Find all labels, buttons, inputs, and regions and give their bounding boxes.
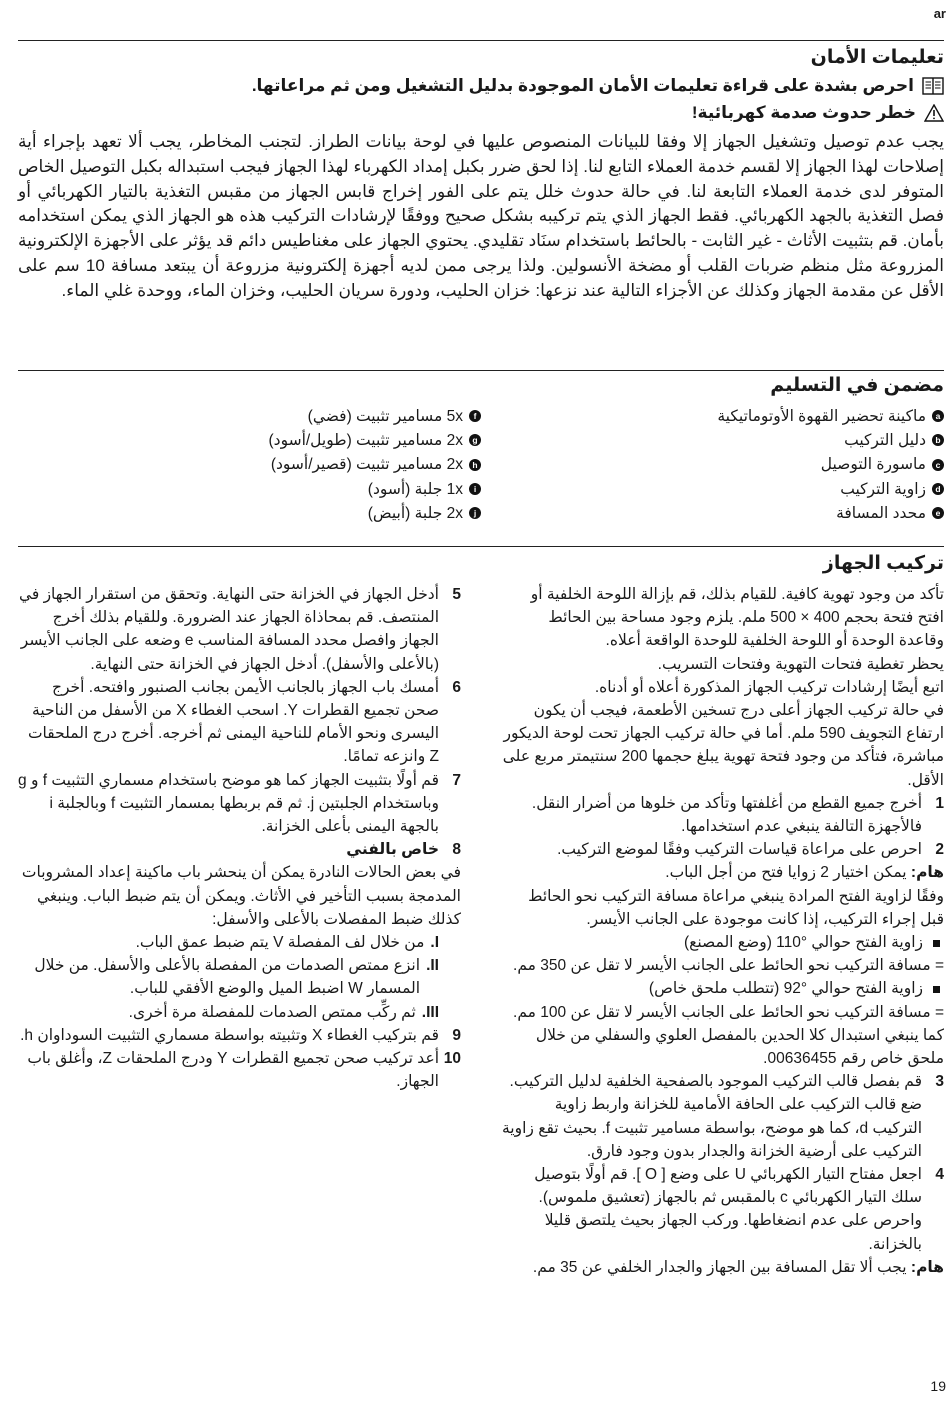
square-bullet <box>933 986 940 993</box>
delivery-section <box>18 374 944 525</box>
install-intro-4: في حالة تركيب الجهاز أعلى درج تسخين الأطعمة، فيجب أن يكون ارتفاع التجويف 590 ملم. أما في حالة تركيب الجهاز تحت لوحة الديكور مباشرة، فتأكد من وجود فتحة تهوية يبلغ حجمها 200 سنتيمتر مربع على الأقل. <box>502 702 944 789</box>
letter-bullet: i <box>469 483 481 495</box>
install-section <box>18 552 944 1279</box>
angle-option-2-distance: = مسافة التركيب نحو الحائط على الجانب الأيسر لا تقل عن 100 مم. <box>513 1003 944 1021</box>
step-text: قم بتركيب الغطاء X وتثبيته بواسطة مسماري التثبيت السوداوان h. <box>20 1026 439 1044</box>
roman-numeral: III. <box>421 1003 439 1021</box>
install-column-right <box>501 583 944 1279</box>
list-item <box>18 477 481 501</box>
angle-intro: وفقًا لزاوية الفتح المرادة ينبغي مراعاة مسافة التركيب نحو الحائط قبل إجراء التركيب، إذا كانت موجودة على الجانب الأيسر. <box>528 887 944 928</box>
delivery-title: مضمن في التسليم <box>770 375 944 396</box>
list-item-text: 2x جلبة (أبيض) <box>367 504 463 522</box>
step-text: قم بفصل قالب التركيب الموجود بالصفحية الخلفية لدليل التركيب. ضع قالب التركيب على الحافة الأمامية للخزانة واربط زاوية التركيب d، كما هو موضح، بواسطة مسامير تثبيت f. بحيث تقع زاوية التركيب على أرضية الخزانة والجدار بدون وجود فارق. <box>502 1073 922 1160</box>
list-item <box>18 404 481 428</box>
step-text: أعد تركيب صحن تجميع القطرات Y ودرج الملحقات Z، وأغلق باب الجهاز. <box>27 1050 439 1091</box>
safety-body: يجب عدم توصيل وتشغيل الجهاز إلا وفقا للبيانات المنصوص عليها في لوحة بيانات الطراز. لتجنب المخاطر، يجب ألا تعهد بإجراء أية إصلاحات لهذا الجهاز إلا لقسم خدمة العملاء التابع لنا. إذا لحق ضرر بكبل إمداد الكهرباء لهذا الجهاز فيجب استبداله بكبل التوصيل الخاص المتوفر لدى خدمة العملاء التابعة لنا. في حالة حدوث خلل يتم على الفور إخراج قابس الجهاز من مقبس التغذية بالتيار الكهربائي أو فصل التغذية بالجهد الكهربائي. فقط الجهاز الذي يتم تركيبه بشكل صحيح ووفقًا لإرشادات التركيب هذه هو الجهاز الذي يمكن استخدامه بأمان. قم بتثبيت الأثاث - غير الثابت - بالحائط باستخدام سنَاد تقليدي. يحتوي الجهاز على مغناطيس دائم قد يؤثر على الأجهزة الإلكترونية المزروعة مثل منظم ضربات القلب أو مضخة الأنسولين. ولذا يرجى ممن لديه أجهزة إلكترونية مزروعة أن يبتعد مسافة 10 سم على الأقل عن مقدمة الجهاز وكذلك عن الأجزاء التالية عند نزعها: خزان الحليب، ودورة سريان الحليب، وخزان الماء، ووحدة غلي الماء. <box>18 132 944 300</box>
step-1-note: فالأجهزة التالفة ينبغي عدم استخدامها. <box>681 818 922 836</box>
step-text: أمسك باب الجهاز بالجانب الأيمن بجانب الصنبور وافتحه. أخرج صحن تجميع القطرات Y. اسحب الغطاء X من الأسفل من الناحية اليسرى ونحو الأمام للناحية اليمنى ثم أخرجه. أخرج درج الملحقات Z وانزعه تمامًا. <box>27 678 439 766</box>
letter-bullet: b <box>932 434 944 446</box>
step-number: 10 <box>443 1050 461 1068</box>
adjust-step-1 <box>18 931 461 954</box>
step-number: 9 <box>452 1026 461 1044</box>
step-number: 7 <box>452 771 461 789</box>
step-10 <box>18 1047 461 1093</box>
warning-heading <box>18 103 944 123</box>
important-note-1 <box>501 861 944 884</box>
step-text: اجعل مفتاح التيار الكهربائي U على وضع [ O ]. قم أولًا بتوصيل سلك التيار الكهربائي c بالمقبس ثم بالجهاز (تعشيق ملموس). واحرص على عدم انضغاطها. وركب الجهاز بحيث يلتصق قليلا بالخزانة. <box>534 1166 922 1253</box>
list-item-text: 1x جلبة (أسود) <box>367 480 463 498</box>
step-text: أخرج جميع القطع من أغلفتها وتأكد من خلوها من أضرار النقل. <box>531 794 922 812</box>
list-item-text: محدد المسافة <box>836 504 926 522</box>
step-number: 8 <box>452 841 461 859</box>
step-6 <box>18 676 461 769</box>
list-item <box>481 428 944 452</box>
letter-bullet: e <box>932 507 944 519</box>
list-item-text: 2x مسامير تثبيت (طويل/أسود) <box>268 431 463 449</box>
step-text: قم أولًا بتثبيت الجهاز كما هو موضح باستخدام مسماري التثبيت f و g وباستخدام الجلبتين j. ثم قم بربطها بمسمار التثبيت f وبالجلبة i بالجهة اليمنى بأعلى الخزانة. <box>18 771 439 836</box>
important-text: يجب ألا تقل المسافة بين الجهاز والجدار الخلفي عن 35 مم. <box>532 1258 907 1276</box>
step-7 <box>18 769 461 839</box>
list-item <box>18 428 481 452</box>
install-rule <box>18 546 944 547</box>
step-8 <box>18 838 461 861</box>
list-item <box>18 501 481 525</box>
list-item <box>481 453 944 477</box>
roman-numeral: I. <box>430 934 439 952</box>
angle-option-1-distance: = مسافة التركيب نحو الحائط على الجانب الأيسر لا تقل عن 350 مم. <box>513 957 944 975</box>
important-label: هام: <box>910 864 944 882</box>
list-item-text: زاوية التركيب <box>840 480 926 498</box>
read-notice <box>18 76 944 96</box>
letter-bullet: c <box>932 459 944 471</box>
list-item-text: 2x مسامير تثبيت (قصير/أسود) <box>270 456 463 474</box>
list-item <box>18 453 481 477</box>
roman-numeral: II. <box>426 957 439 975</box>
step-4 <box>501 1163 944 1256</box>
angle-option-2-note: كما ينبغي استبدال كلا الحدين بالمفصل العلوي والسفلي من خلال ملحق خاص رقم 00636455. <box>535 1026 944 1068</box>
delivery-list-right <box>481 404 944 525</box>
letter-bullet: a <box>932 410 944 422</box>
important-label: هام: <box>910 1258 944 1276</box>
angle-option-1 <box>501 931 944 954</box>
manual-book-icon <box>922 77 944 95</box>
adjust-step-3 <box>18 1001 461 1024</box>
step-8-title: خاص بالفني <box>346 841 439 859</box>
list-item-text: ماسورة التوصيل <box>820 456 926 474</box>
letter-bullet: j <box>469 507 481 519</box>
letter-bullet: f <box>469 410 481 422</box>
read-notice-text: احرص بشدة على قراءة تعليمات الأمان الموجودة بدليل التشغيل ومن ثم مراعاتها. <box>251 76 914 95</box>
list-item-text: دليل التركيب <box>844 431 926 449</box>
step-number: 2 <box>935 841 944 859</box>
install-column-left <box>18 583 461 1279</box>
install-intro-1: تأكد من وجود تهوية كافية. للقيام بذلك، قم بإزالة اللوحة الخلفية أو افتح فتحة بحجم 400 × 500 ملم. يلزم وجود مساحة بين الحائط وقاعدة الوحدة أو اللوحة الخلفية للوحدة الواقعة أعلاه. <box>530 586 944 650</box>
letter-bullet: h <box>469 459 481 471</box>
step-2 <box>501 838 944 861</box>
step-number: 4 <box>935 1166 944 1184</box>
page-number: 19 <box>930 1378 946 1394</box>
important-text: يمكن اختيار 2 زوايا فتح من أجل الباب. <box>665 864 907 882</box>
warning-triangle-icon <box>924 104 944 122</box>
angle-option-text: زاوية الفتح حوالي °110 (وضع المصنع) <box>683 934 923 952</box>
delivery-rule <box>18 370 944 371</box>
important-note-2 <box>501 1256 944 1279</box>
list-item <box>481 477 944 501</box>
step-number: 5 <box>452 586 461 603</box>
step-9 <box>18 1024 461 1047</box>
top-rule <box>18 40 944 41</box>
language-code: ar <box>933 6 946 21</box>
step-text: أدخل الجهاز في الخزانة حتى النهاية. وتحقق من استقرار الجهاز في المنتصف. قم بمحاذاة الجهاز عند الضرورة. وللقيام بذلك أخرج الجهاز وافصل محدد المسافة المناسب e وضعه على الجانب الأيسر (بالأعلى والأسفل). أدخل الجهاز في الخزانة حتى النهاية. <box>18 586 439 673</box>
angle-option-text: زاوية الفتح حوالي °92 (تتطلب ملحق خاص) <box>648 980 923 998</box>
square-bullet <box>933 940 940 947</box>
adjust-step-text: ثم ركِّب ممتص الصدمات للمفصلة مرة أخرى. <box>128 1003 416 1021</box>
delivery-list-left <box>18 404 481 525</box>
list-item-text: ماكينة تحضير القهوة الأوتوماتيكية <box>717 407 926 425</box>
step-number: 1 <box>935 794 944 812</box>
warning-title: خطر حدوث صدمة كهربائية! <box>691 103 916 122</box>
step-number: 6 <box>452 678 461 696</box>
safety-title: تعليمات الأمان <box>810 47 944 68</box>
step-8-text: في بعض الحالات النادرة يمكن أن ينحشر باب ماكينة إعداد المشروبات المدمجة بسبب التأخير في الأثاث. ويمكن أن يتم ضبط الباب. وينبغي كذلك ضبط المفصلات بالأعلى والأسفل: <box>21 864 461 928</box>
install-title: تركيب الجهاز <box>822 553 944 574</box>
step-5 <box>18 583 461 676</box>
install-intro-2: يحظر تغطية فتحات التهوية وفتحات التسريب. <box>657 655 944 673</box>
adjust-step-2 <box>18 954 461 1000</box>
list-item-text: 5x مسامير تثبيت (فضي) <box>307 407 463 425</box>
install-intro-3: اتبع أيضًا إرشادات تركيب الجهاز المذكورة أعلاه أو أدناه. <box>594 678 944 696</box>
angle-option-2 <box>501 977 944 1000</box>
letter-bullet: g <box>469 434 481 446</box>
adjust-step-text: انزع ممتص الصدمات من المفصلة بالأعلى والأسفل. من خلال المسمار W اضبط الميل والوضع الأفقي للباب. <box>34 957 421 998</box>
step-text: احرص على مراعاة قياسات التركيب وفقًا لموضع التركيب. <box>557 841 922 859</box>
list-item <box>481 404 944 428</box>
safety-section <box>18 46 944 304</box>
step-1 <box>501 792 944 815</box>
step-number: 3 <box>935 1073 944 1091</box>
step-3 <box>501 1070 944 1163</box>
list-item <box>481 501 944 525</box>
letter-bullet: d <box>932 483 944 495</box>
adjust-step-text: من خلال لف المفصلة V يتم ضبط عمق الباب. <box>135 934 425 952</box>
